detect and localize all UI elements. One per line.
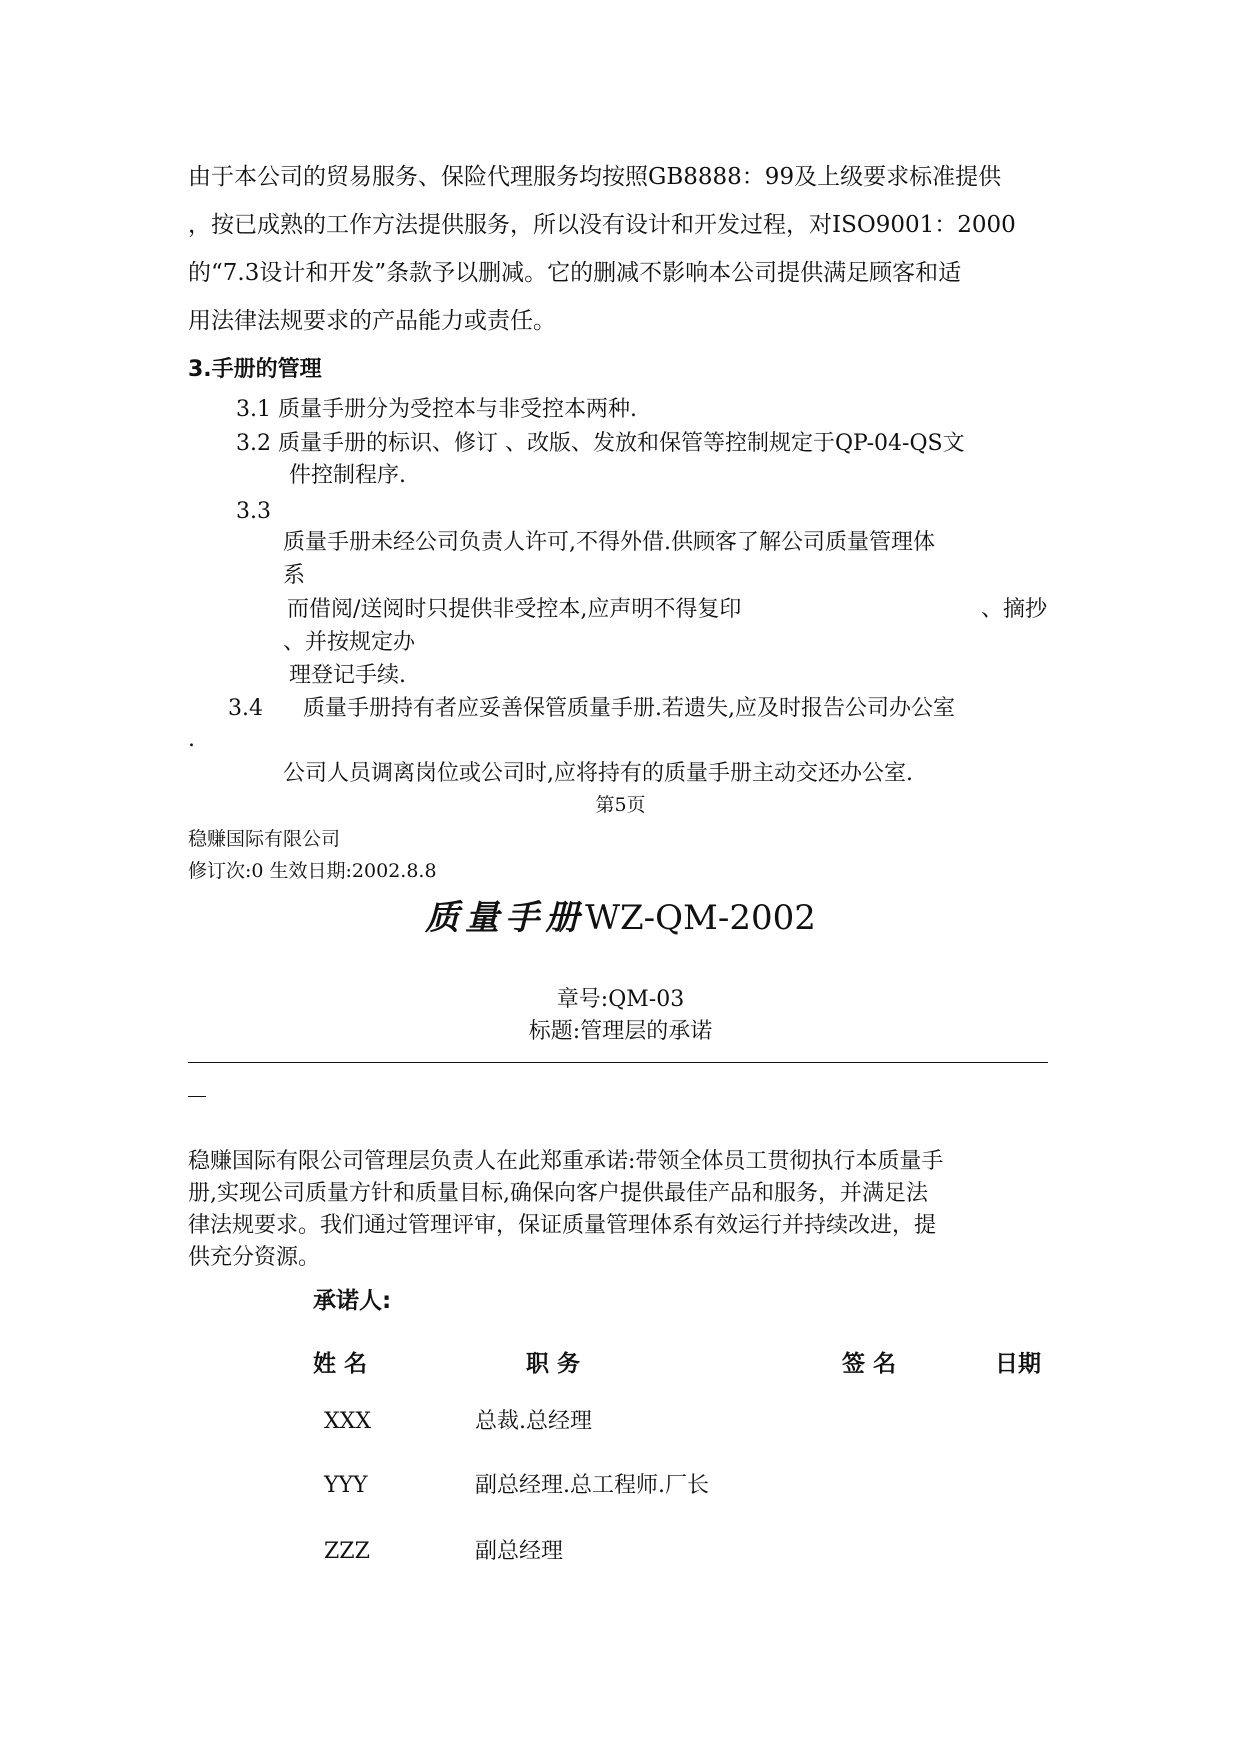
divider-dash xyxy=(188,1096,206,1097)
clause-3-2-line1: 3.2 质量手册的标识、修订 、改版、发放和保管等控制规定于QP-04-QS文 xyxy=(236,431,965,456)
row-position: 总裁.总经理 xyxy=(475,1409,592,1434)
clause-3-1: 3.1 质量手册分为受控本与非受控本两种. xyxy=(236,397,637,422)
clause-3-4-line1: 质量手册持有者应妥善保管质量手册.若遗失,应及时报告公司办公室 xyxy=(303,696,955,721)
clause-3-4-number: 3.4 xyxy=(228,696,263,721)
clause-3-2-line2: 件控制程序. xyxy=(289,463,406,488)
clause-3-4-line3: 公司人员调离岗位或公司时,应将持有的质量手册主动交还办公室. xyxy=(283,761,913,786)
divider-line xyxy=(188,1062,1048,1063)
manual-title xyxy=(0,898,1241,938)
row-name: ZZZ xyxy=(324,1539,370,1564)
row-name: YYY xyxy=(324,1473,368,1498)
chapter-number: 章号:QM-03 xyxy=(556,987,685,1012)
clause-3-3-line3: 而借阅/送阅时只提供非受控本,应声明不得复印 xyxy=(287,597,742,622)
signer-label: 承诺人: xyxy=(313,1288,392,1314)
commitment-line: 册,实现公司质量方针和质量目标,确保向客户提供最佳产品和服务，并满足法 xyxy=(188,1181,928,1206)
intro-line: 由于本公司的贸易服务、保险代理服务均按照GB8888：99及上级要求标准提供 xyxy=(188,164,1002,190)
header-name: 姓 名 xyxy=(313,1351,368,1377)
intro-line: 的“7.3设计和开发”条款予以删减。它的删减不影响本公司提供满足顾客和适 xyxy=(188,260,962,286)
header-signature: 签 名 xyxy=(842,1351,897,1377)
clause-3-3-line4: 、并按规定办 xyxy=(283,630,416,655)
commitment-line: 供充分资源。 xyxy=(188,1245,321,1270)
row-position: 副总经理.总工程师.厂长 xyxy=(475,1473,709,1498)
row-position: 副总经理 xyxy=(475,1539,564,1564)
manual-title-code: WZ-QM-2002 xyxy=(585,898,816,938)
row-name: XXX xyxy=(324,1409,371,1434)
manual-title-cn: 质量手册 xyxy=(425,898,586,938)
chapter-subject: 标题:管理层的承诺 xyxy=(528,1019,713,1044)
clause-3-3-line3-tail: 、摘抄 xyxy=(981,597,1048,622)
commitment-line: 律法规要求。我们通过管理评审，保证质量管理体系有效运行并持续改进，提 xyxy=(188,1213,937,1238)
revision-info: 修订次:0 生效日期:2002.8.8 xyxy=(188,860,437,882)
intro-line: ，按已成熟的工作方法提供服务，所以没有设计和开发过程，对ISO9001：2000 xyxy=(188,212,1016,238)
section-heading: 3.手册的管理 xyxy=(188,357,322,382)
clause-3-4-line2: . xyxy=(188,727,195,752)
clause-3-3-line1: 质量手册未经公司负责人许可,不得外借.供顾客了解公司质量管理体 xyxy=(283,530,935,555)
header-date: 日期 xyxy=(995,1351,1041,1377)
commitment-line: 稳赚国际有限公司管理层负责人在此郑重承诺:带领全体员工贯彻执行本质量手 xyxy=(188,1149,944,1174)
page-number: 第5页 xyxy=(595,794,646,816)
clause-3-3-line5: 理登记手续. xyxy=(289,663,406,688)
intro-line: 用法律法规要求的产品能力或责任。 xyxy=(188,308,556,334)
clause-3-3-line2: 系 xyxy=(283,563,306,588)
clause-3-3-number: 3.3 xyxy=(236,499,271,524)
company-name: 稳赚国际有限公司 xyxy=(188,828,341,850)
header-position: 职 务 xyxy=(526,1351,581,1377)
